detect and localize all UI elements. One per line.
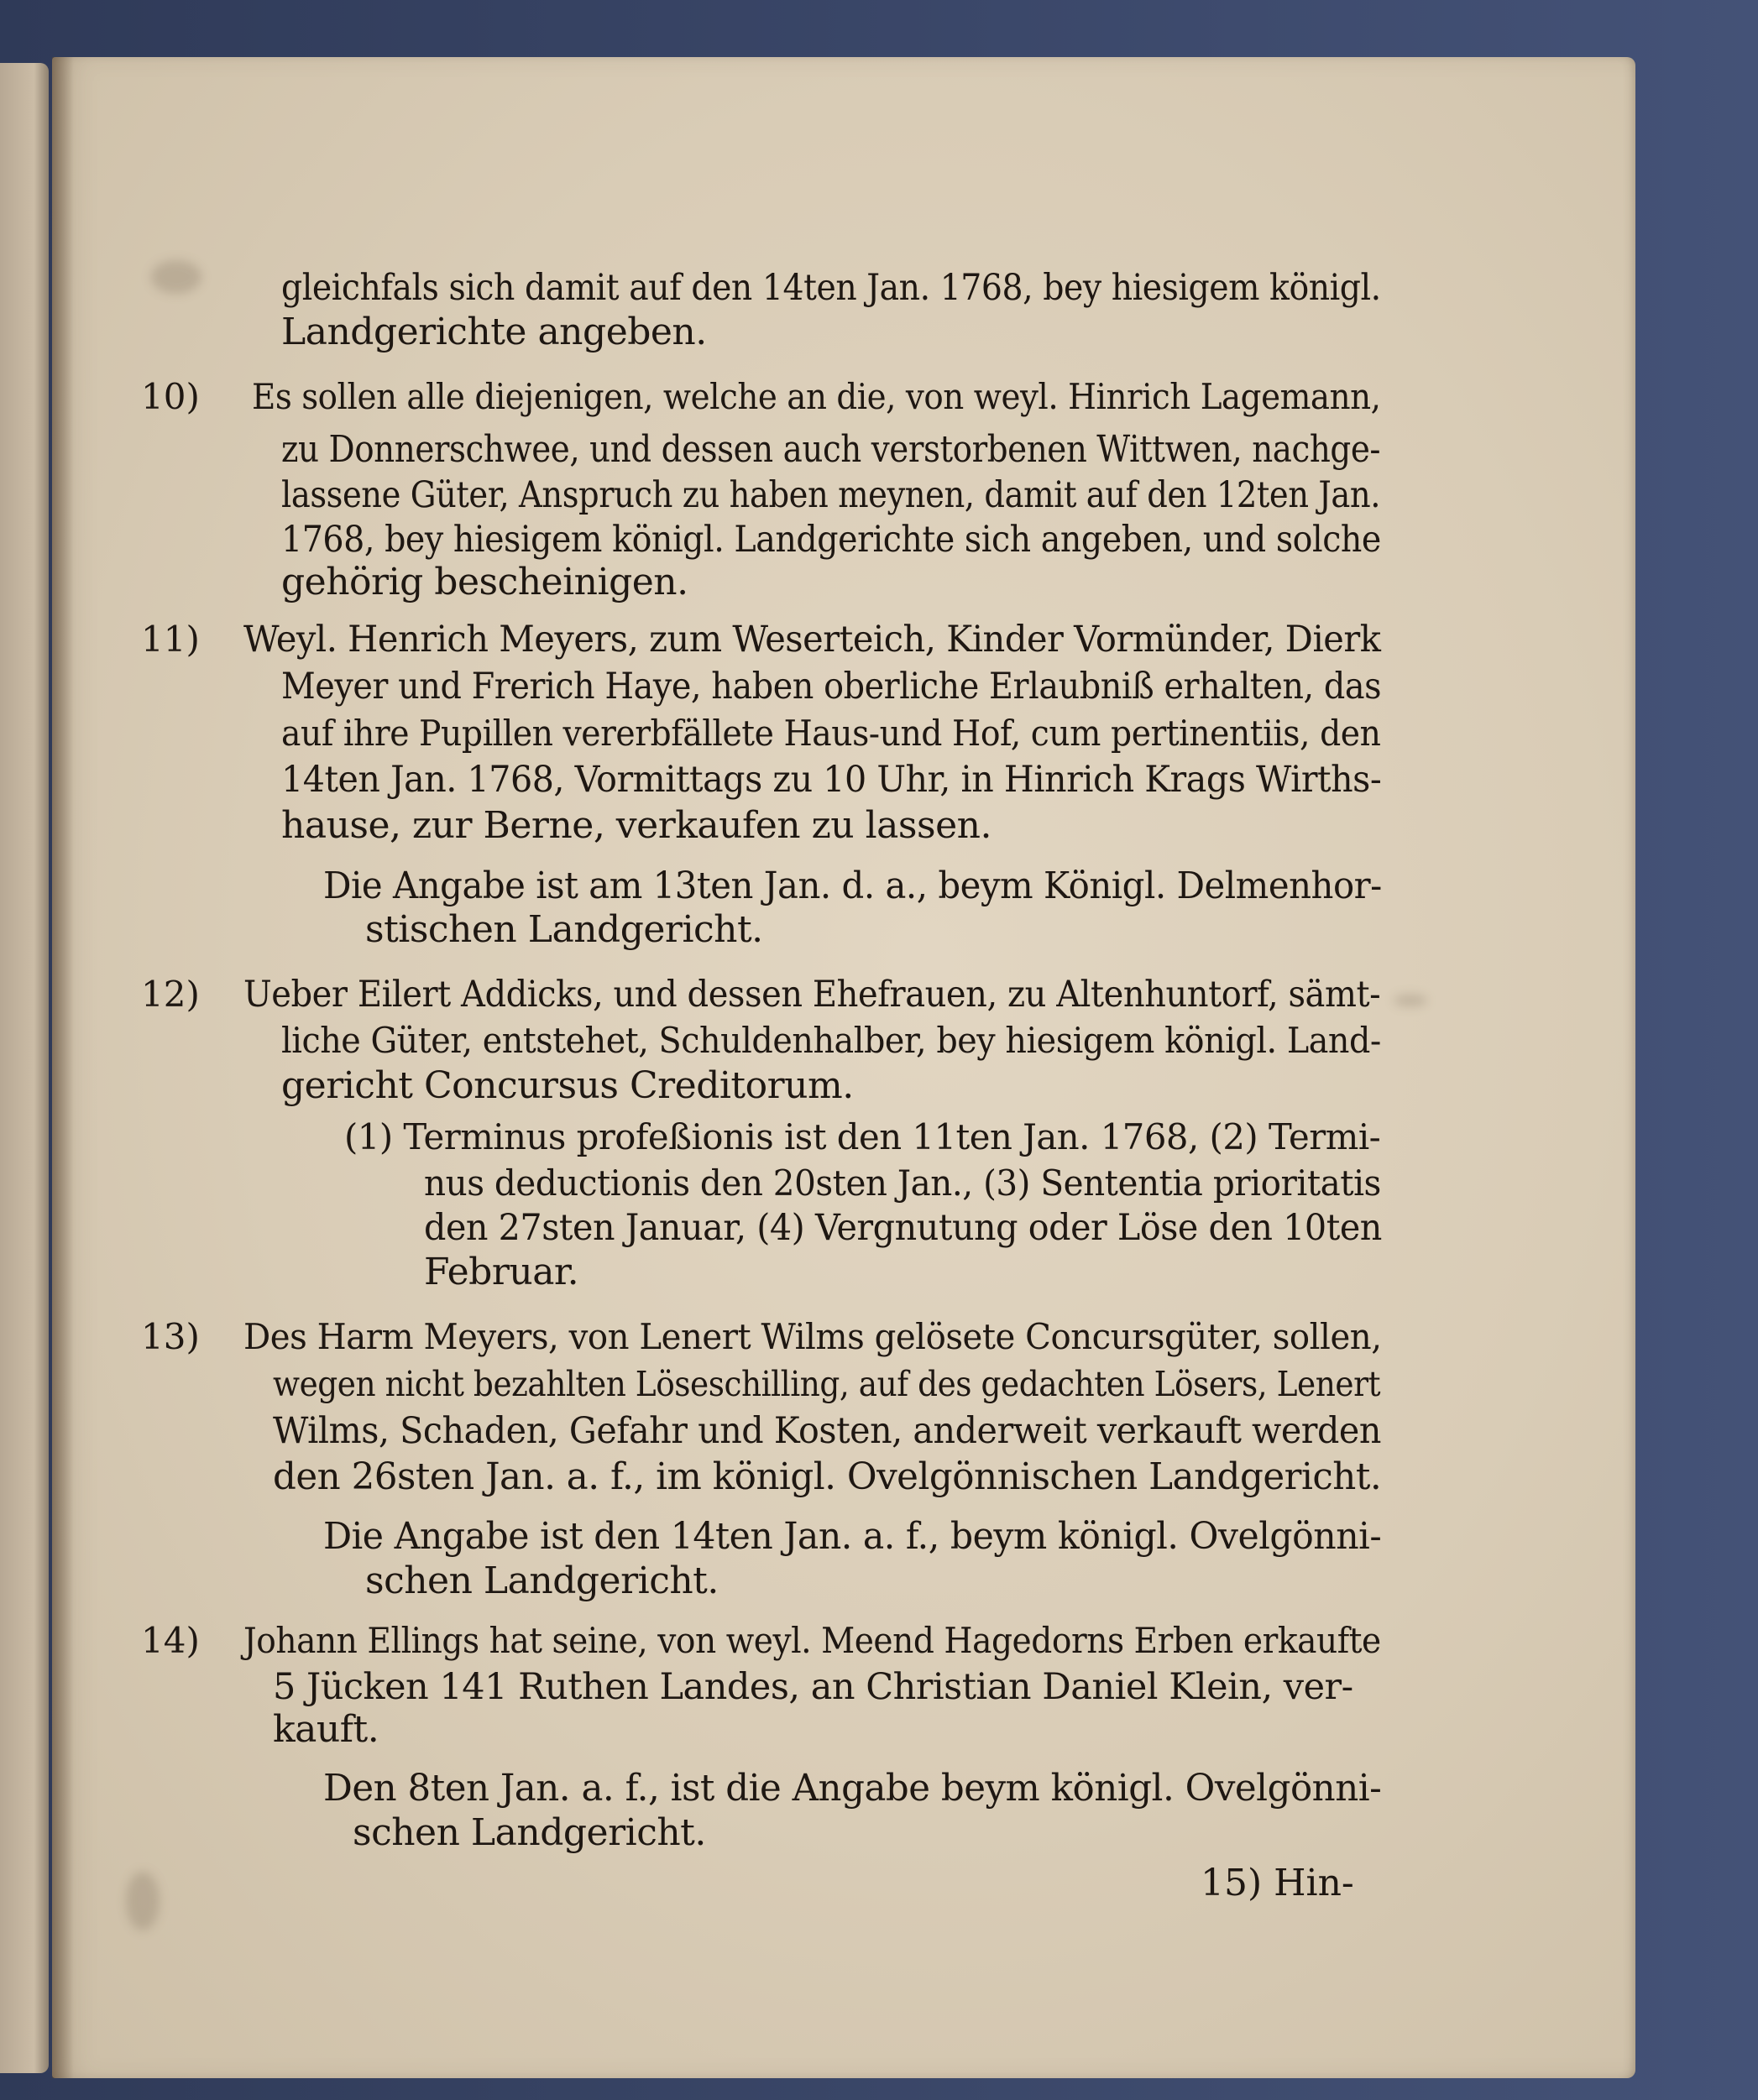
text-line: Wilms, Schaden, Gefahr und Kosten, anderweit verkauft werden [273,1410,1381,1452]
note-line: schen Landgericht. [353,1811,706,1854]
text-line: 5 Jücken 141 Ruthen Landes, an Christian Daniel Klein, ver- [273,1666,1353,1708]
note-line: nus deductionis den 20sten Jan., (3) Sententia prioritatis [424,1162,1381,1204]
catchword: 15) Hin- [1201,1862,1354,1904]
entry-number: 10) [141,376,200,417]
note-line: Die Angabe ist am 13ten Jan. d. a., beym Königl. Delmenhor- [323,865,1382,907]
note-line: stischen Landgericht. [365,908,763,951]
note-line: Die Angabe ist den 14ten Jan. a. f., beym königl. Ovelgönni- [323,1515,1382,1558]
text-line: Johann Ellings hat seine, von weyl. Meend Hagedorns Erben erkaufte [243,1620,1381,1661]
text-line: gehörig bescheinigen. [281,561,688,603]
note-line: Februar. [424,1251,579,1293]
text-line: Meyer und Frerich Haye, haben oberliche Erlaubniß erhalten, das [281,666,1382,708]
note-line: den 27sten Januar, (4) Vergnutung oder Löse den 10ten [424,1207,1382,1249]
text-line: 1768, bey hiesigem königl. Landgerichte sich angeben, und solche [281,519,1381,561]
text-line: Landgerichte angeben. [281,311,707,353]
text-line: den 26sten Jan. a. f., im königl. Ovelgönnischen Landgericht. [273,1455,1382,1498]
entry-number: 14) [141,1620,200,1661]
text-line: Weyl. Henrich Meyers, zum Weserteich, Kinder Vormünder, Dierk [243,619,1381,661]
text-line: liche Güter, entstehet, Schuldenhalber, bey hiesigem königl. Land- [281,1020,1381,1061]
note-line: Den 8ten Jan. a. f., ist die Angabe beym königl. Ovelgönni- [323,1767,1382,1810]
text-line: Ueber Eilert Addicks, und dessen Ehefrauen, zu Altenhuntorf, sämt- [243,974,1381,1016]
text-line: zu Donnerschwee, und dessen auch verstorbenen Wittwen, nachge- [281,428,1381,471]
text-line: lassene Güter, Anspruch zu haben meynen, damit auf den 12ten Jan. [281,474,1380,516]
entry-number: 12) [141,974,200,1015]
text-line: Des Harm Meyers, von Lenert Wilms gelösete Concursgüter, sollen, [243,1316,1382,1357]
note-line: schen Landgericht. [365,1559,719,1602]
entry-number: 11) [141,619,200,660]
note-line: (1) Terminus profeßionis ist den 11ten Jan. 1768, (2) Termi- [344,1116,1381,1157]
text-line: wegen nicht bezahlten Löseschilling, auf des gedachten Lösers, Lenert [273,1364,1381,1404]
text-line: kauft. [273,1708,379,1751]
text-line: gleichfals sich damit auf den 14ten Jan. 1768, bey hiesigem königl. [281,267,1381,309]
text-line: gericht Concursus Creditorum. [281,1064,854,1107]
text-line: 14ten Jan. 1768, Vormittags zu 10 Uhr, in Hinrich Krags Wirths- [281,759,1382,801]
text-line: Es sollen alle diejenigen, welche an die, von weyl. Hinrich Lagemann, [252,376,1381,417]
text-line: hause, zur Berne, verkaufen zu lassen. [281,804,991,847]
entry-number: 13) [141,1316,200,1357]
text-line: auf ihre Pupillen vererbfällete Haus-und Hof, cum pertinentiis, den [281,713,1381,754]
